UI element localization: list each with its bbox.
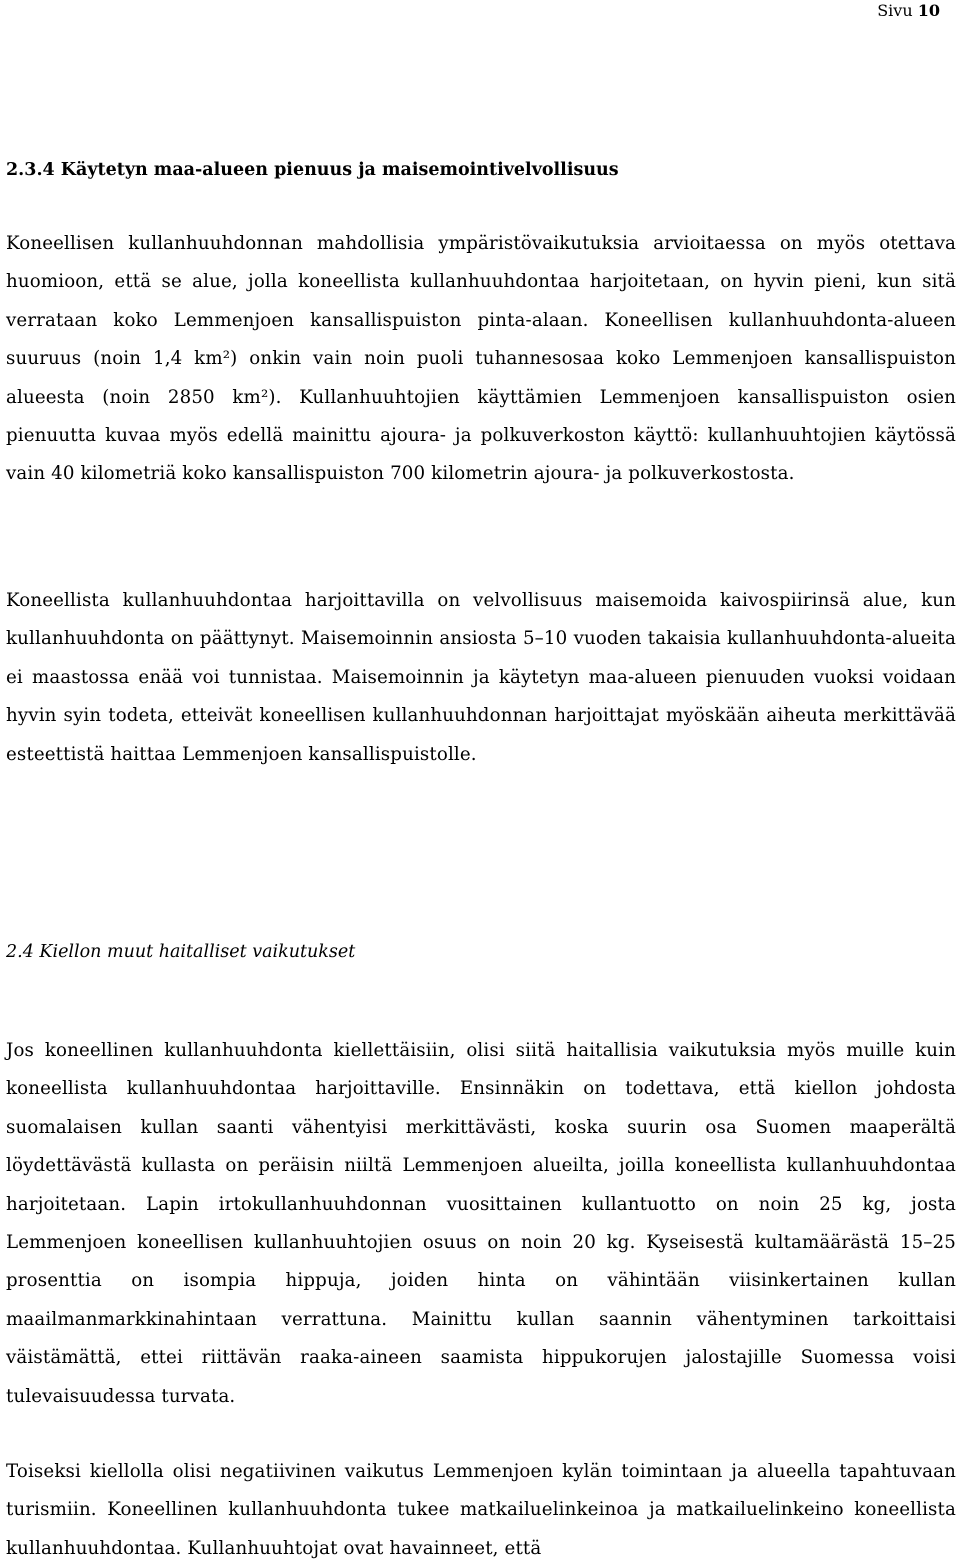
section-heading-2-3-4: 2.3.4 Käytetyn maa-alueen pienuus ja maisemointivelvollisuus	[6, 160, 619, 180]
paragraph: Koneellista kullanhuuhdontaa harjoittavilla on velvollisuus maisemoida kaivospiirinsä alue, kun kullanhuuhdonta on päättynyt. Maisemoinnin ansiosta 5–10 vuoden takaisia kullanhuuhdonta-alueita ei maastossa enää voi tunnistaa. Maisemoinnin ja käytetyn maa-alueen pienuuden vuoksi voidaan hyvin syin todeta, etteivät koneellisen kullanhuuhdonnan harjoittajat myöskään aiheuta merkittävää esteettistä haittaa Lemmenjoen kansallispuistolle.	[6, 590, 956, 765]
paragraph: Toiseksi kiellolla olisi negatiivinen vaikutus Lemmenjoen kylän toimintaan ja alueella tapahtuvaan turismiin. Koneellinen kullanhuuhdonta tukee matkailuelinkeinoa ja matkailuelinkeino koneellista kullanhuuhdontaa. Kullanhuuhtojat ovat havainneet, että	[6, 1461, 956, 1559]
page-label: Sivu	[877, 1, 913, 20]
page-number	[877, 0, 940, 22]
page-number-value: 10	[917, 1, 940, 20]
section-heading-2-4: 2.4 Kiellon muut haitalliset vaikutukset	[6, 942, 356, 962]
paragraph: Koneellisen kullanhuuhdonnan mahdollisia ympäristövaikutuksia arvioitaessa on myös otettava huomioon, että se alue, jolla koneellista kullanhuuhdontaa harjoitetaan, on hyvin pieni, kun sitä verrataan koko Lemmenjoen kansallispuiston pinta-alaan. Koneellisen kullanhuuhdonta-alueen suuruus (noin 1,4 km²) onkin vain noin puoli tuhannesosaa koko Lemmenjoen kansallispuiston alueesta (noin 2850 km²). Kullanhuuhtojien käyttämien Lemmenjoen kansallispuiston osien pienuutta kuvaa myös edellä mainittu ajoura- ja polkuverkoston käyttö: kullanhuuhtojien käytössä vain 40 kilometriä koko kansallispuiston 700 kilometrin ajoura- ja polkuverkostosta.	[6, 233, 956, 485]
paragraph: Jos koneellinen kullanhuuhdonta kiellettäisiin, olisi siitä haitallisia vaikutuksia myös muille kuin koneellista kullanhuuhdontaa harjoittaville. Ensinnäkin on todettava, että kiellon johdosta suomalaisen kullan saanti vähentyisi merkittävästi, koska suurin osa Suomen maaperältä löydettävästä kullasta on peräisin niiltä Lemmenjoen alueilta, joilla koneellista kullanhuuhdontaa harjoitetaan. Lapin irtokullanhuuhdonnan vuosittainen kullantuotto on noin 25 kg, josta Lemmenjoen koneellisen kullanhuuhtojien osuus on noin 20 kg. Kyseisestä kultamäärästä 15–25 prosenttia on isompia hippuja, joiden hinta on vähintään viisinkertainen kullan maailmanmarkkinahintaan verrattuna. Mainittu kullan saannin vähentyminen tarkoittaisi väistämättä, ettei riittävän raaka-aineen saamista hippukorujen jalostajille Suomessa voisi tulevaisuudessa turvata.	[6, 1040, 956, 1407]
